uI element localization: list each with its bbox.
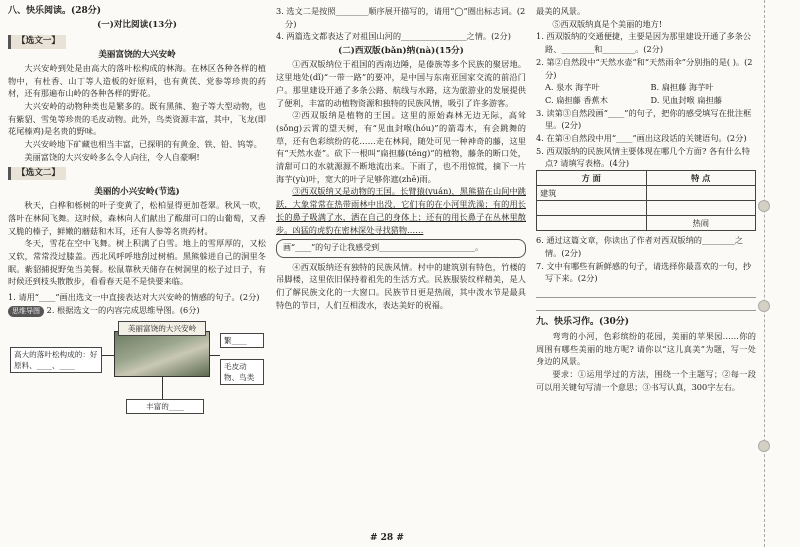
question-3: 3. 选文二是按照________顺序展开描写的，请用“◯”圈出标志词。(2分) xyxy=(276,6,526,29)
article1-paragraph: 美丽富饶的大兴安岭多么令人向往，令人自豪啊! xyxy=(24,151,200,162)
section-title: 八、快乐阅读。(28分) xyxy=(8,6,102,16)
table-header: 特 点 xyxy=(646,171,756,186)
table-cell-input[interactable] xyxy=(646,186,756,201)
mindmap-box-plants[interactable]: 高大的落叶松构成的：好原料、____、____ xyxy=(10,347,102,373)
table-cell-input[interactable] xyxy=(537,216,647,231)
question-c3-4: 4. 在第④自然段中用“____”画出这段话的关键语句。(2分) xyxy=(536,133,747,144)
article3-paragraph-underlined: ③西双版纳又是动物的王国。长臂猿(yuán)，黑熊猫在山间中跳跃，大象常常在热带雨林中出没，它们有的在小河里洗澡；有的用长长的鼻子吸满了水，洒在自己的身体上；还有的用长鼻子在丛林里散步。凶猛的虎豹在密林深处寻找猎物…… xyxy=(276,186,526,235)
article3-continued: 最美的风景。 xyxy=(536,6,586,16)
annotation-box[interactable]: 画“____”的句子让我感受到________________________。 xyxy=(276,239,526,257)
question-c3-1: 1. 西双版纳的交通便捷，主要是因为那里建设开通了多条公路、________和________。(2分) xyxy=(536,31,752,55)
mindmap-box-minerals[interactable]: 丰富的____ xyxy=(126,399,204,414)
binding-line xyxy=(764,0,765,547)
table-header: 方 面 xyxy=(537,171,647,186)
table-cell: 建筑 xyxy=(537,186,647,201)
article3-paragraph: ④西双版纳还有独特的民族风情。村中的建筑别有特色，竹楼的吊脚楼，这里依旧保持着祖先的生活方式。民族服装纹样精美，是人们了解民族文化的一大窗口。民族节日更是热闹，其中泼水节是最具特色的节日，人们互相泼水，表达美好的祝福。 xyxy=(276,261,526,310)
middle-column xyxy=(276,0,526,311)
mindmap-badge: 思维导图 xyxy=(8,306,44,317)
question-c3-2: 2. 第②自然段中“天然水壶”和“天然雨伞”分别指的是( )。(2分) xyxy=(536,56,753,80)
tag-article1: 【选文一】 xyxy=(8,35,66,48)
mindmap-box-animals[interactable]: 繁____ xyxy=(220,333,264,348)
mindmap-center-label: 美丽富饶的大兴安岭 xyxy=(118,321,206,336)
options xyxy=(536,81,756,106)
option-d[interactable]: D. 见血封喉 扁担藤 xyxy=(650,94,722,105)
option-c[interactable]: C. 扁担藤 香蕉木 xyxy=(545,94,608,105)
article2-paragraph: 秋天，白桦和栎树的叶子变黄了，松柏显得更加苍翠。秋风一吹，落叶在林间飞舞。这时候，森林向人们献出了酸甜可口的山葡萄，又香又脆的榛子，鲜嫩的蘑菇和木耳，还有人参等名贵药材。 xyxy=(8,200,266,236)
sub-title: (一)对比阅读(13分) xyxy=(97,19,177,30)
article3-paragraph: ①西双版纳位于祖国的西南边陲，是傣族等多个民族的聚居地。这里地处(dǐ)“一带一路”的要冲，是中国与东南亚国家交流的前沿门户。那里建设开通了多条公路、航线与水路，这为旅游业的发展提供了便利，丰富的动植物资源和独特的民族风情，吸引了许多游客。 xyxy=(276,59,526,108)
mind-map xyxy=(8,319,266,437)
left-column xyxy=(8,0,266,437)
article2-paragraph: 冬天，雪花在空中飞舞。树上积满了白雪。地上的雪厚厚的，又松又软，常常没过膝盖。西北风呼呼地刮过树梢。黑熊躲进自己的洞里冬眠。紫貂捕捉野兔当美餐。松鼠靠秋天储存在树洞里的松子过日子，有时候还到枝头散散步，看看春天是不是快要来临。 xyxy=(8,238,266,287)
article1-paragraph: 大兴安岭地下矿藏也相当丰富，已探明的有黄金、铁、铅、钨等。 xyxy=(24,139,262,150)
answer-table xyxy=(536,170,756,231)
section-title-9: 九、快乐习作。(30分) xyxy=(536,316,630,327)
binding-hole xyxy=(758,200,770,212)
table-cell: 热闹 xyxy=(646,216,756,231)
article3-paragraph: ②西双版纳是植物的王国。这里的原始森林无边无际，高耸(sǒng)云霄的望天树，有“见血封喉(hóu)”的箭毒木，有会跳舞的草，还有色彩缤纷的花……走在林间，随处可见一种神奇的藤，这里有“天然水壶”。砍下一根叫“扁担藤(téng)”的植物，藤条的断口处，清甜可口的水就源源不断地流出来。下雨了，也不用惊慌，摘下一片海芋(yù)叶，宽大的叶子足够你遮(zhē)雨。 xyxy=(276,110,526,184)
question-2-text: 2. 根据选文一的内容完成思维导图。(6分) xyxy=(46,304,200,315)
option-a[interactable]: A. 泉水 海芋叶 xyxy=(545,82,600,93)
tag-article2: 【选文二】 xyxy=(8,167,66,180)
question-c3-3: 3. 读第③自然段画“____”的句子，把你的感受填写在批注框里。(2分) xyxy=(536,107,752,131)
mindmap-arrow xyxy=(210,355,220,356)
writing-prompt: 弯弯的小河，色彩缤纷的花园，美丽的苹果园……你的周围有哪些美丽的地方呢? 请你以“这儿真美”为题，写一处身边的风景。 xyxy=(536,330,756,367)
answer-line[interactable] xyxy=(536,300,756,311)
question-4: 4. 两篇选文都表达了对祖国山河的________________之情。(2分) xyxy=(276,31,511,42)
answer-line[interactable] xyxy=(536,287,756,298)
article2-title: 美丽的小兴安岭(节选) xyxy=(94,186,180,197)
table-cell-input[interactable] xyxy=(537,201,647,216)
question-c3-6: 6. 通过这篇文章，你读出了作者对西双版纳的________之情。(2分) xyxy=(536,235,743,258)
forest-photo xyxy=(114,331,210,377)
binding-hole xyxy=(758,440,770,452)
table-cell-input[interactable] xyxy=(646,201,756,216)
question-c3-5: 5. 西双版纳的民族风情主要体现在哪几个方面? 各有什么特点? 请填写表格。(4分) xyxy=(536,145,750,169)
article3-paragraph: ⑤西双版纳真是个美丽的地方! xyxy=(552,18,663,29)
mindmap-arrow xyxy=(102,355,114,356)
binding-hole xyxy=(758,300,770,312)
question-c3-7: 7. 文中有哪些有新鲜感的句子，请选择你最喜欢的一句，抄写下来。(2分) xyxy=(536,260,752,284)
mindmap-box-animal-types: 毛皮动物、鸟类 xyxy=(220,359,264,385)
sub-title-2: (二)西双版(bǎn)纳(nà)(15分) xyxy=(338,46,464,57)
option-b[interactable]: B. 扁担藤 海芋叶 xyxy=(650,82,714,93)
question-1: 1. 请用“____”画出选文一中直接表达对大兴安岭的情感的句子。(2分) xyxy=(8,292,260,303)
question-2 xyxy=(8,304,266,317)
article1-title: 美丽富饶的大兴安岭 xyxy=(98,49,176,60)
page-number: # 28 # xyxy=(370,533,404,543)
article1-paragraph: 大兴安岭的动物种类也是繁多的。既有黑熊、狍子等大型动物，也有紫貂、雪兔等珍贵的毛皮动物。此外，鸟类资源丰富，其中，飞龙(即花尾榛鸡)是名贵的野味。 xyxy=(8,100,266,137)
writing-requirements: 要求：①运用学过的方法，围绕一个主题写；②每一段可以用关键句写清一个意思；③书写认真，300字左右。 xyxy=(536,369,756,392)
mindmap-arrow xyxy=(162,377,163,399)
right-column xyxy=(536,0,756,393)
article1-paragraph: 大兴安岭到处是由高大的落叶松构成的林海。在林区各种各样的植物中，有杜香、山丁等人造板的好原料，也有黄芪、党参等珍贵的药材，还有那遍布山岭的各种各样的野花。 xyxy=(8,62,266,99)
